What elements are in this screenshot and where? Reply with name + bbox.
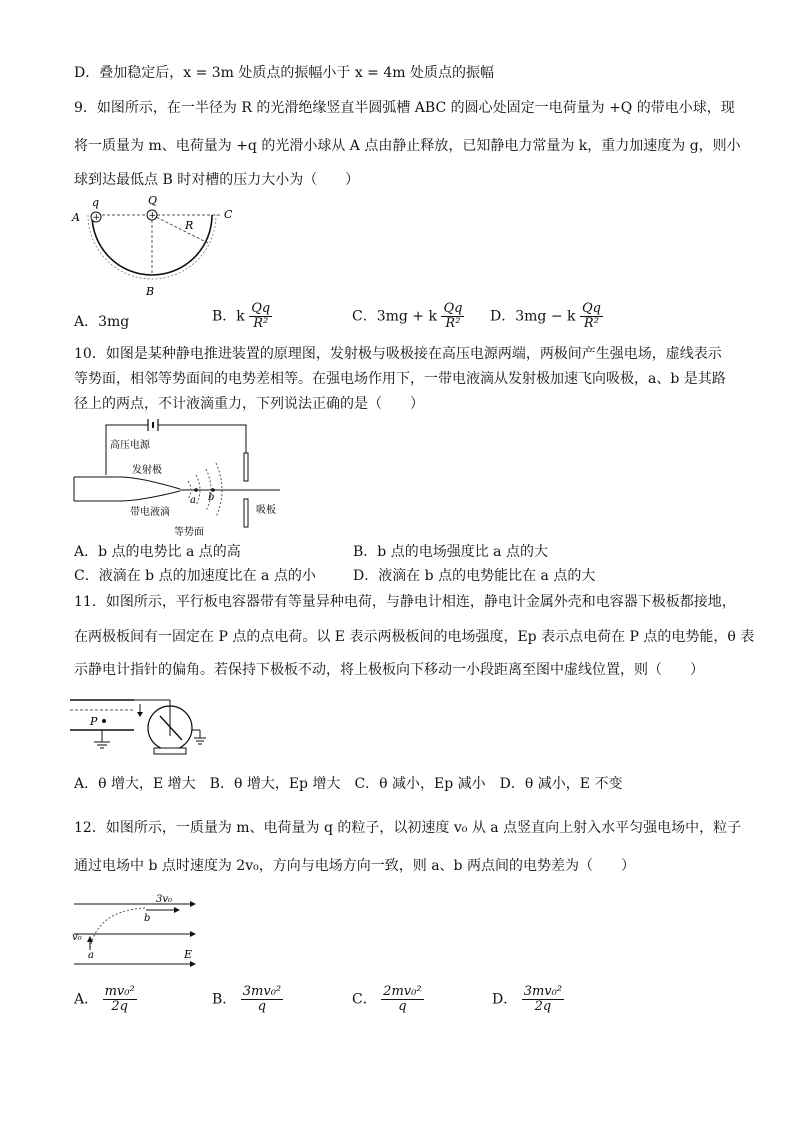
q9-label-c: C [224, 208, 233, 221]
q10-option-c: C．液滴在 b 点的加速度比在 a 点的小 [74, 568, 316, 584]
q12-option-b-prefix: B． [212, 991, 237, 1008]
q10-emitter-label: 发射极 [132, 465, 162, 476]
q9-stem-line1: 9．如图所示，在一半径为 R 的光滑绝缘竖直半圆弧槽 ABC 的圆心处固定一电荷量为 +Q 的带电小球，现 [74, 100, 735, 116]
q10-stem-line3: 径上的两点，不计液滴重力，下列说法正确的是（ ） [74, 396, 424, 412]
q12-option-d-prefix: D． [492, 991, 518, 1008]
q10-option-a: A．b 点的电势比 a 点的高 [74, 544, 241, 560]
q9-option-b-fraction: $\frac{Qq}{\text{R²}}$ [251, 301, 271, 331]
q12-option-b-fraction: $\frac{\text{3mv₀²}}{q}$ [242, 984, 282, 1014]
q12-stem-line1: 12．如图所示，一质量为 m、电荷量为 q 的粒子，以初速度 v₀ 从 a 点竖直向上射入水平匀强电场中，粒子 [74, 820, 742, 836]
q9-option-c-prefix: C．3mg + k [352, 308, 437, 325]
q11-options: A．θ 增大，E 增大 B．θ 增大，Ep 增大 C．θ 减小，Ep 减小 D．θ 减小，E 不变 [74, 776, 623, 792]
q10-thruster-figure [70, 415, 310, 540]
svg-text:+: + [92, 213, 101, 223]
q10-label-a: a [190, 495, 196, 506]
q12-option-d-fraction: $\frac{\text{3mv₀²}}{2q}$ [523, 984, 563, 1014]
q10-droplet-label: 带电液滴 [130, 507, 170, 518]
q9-option-b-prefix: B．k [212, 308, 245, 325]
q10-option-d: D．液滴在 b 点的电势能比在 a 点的大 [353, 568, 596, 584]
q10-stem-line1: 10．如图是某种静电推进装置的原理图，发射极与吸极接在高压电源两端，两极间产生强电场，虚线表示 [74, 346, 722, 362]
q10-equipotential-label: 等势面 [174, 527, 204, 538]
q9-option-a: A．3mg [74, 314, 130, 330]
q12-label-a: a [88, 950, 94, 961]
q12-option-a-fraction: $\frac{\text{mv₀²}}{2q}$ [104, 984, 135, 1014]
q9-option-d-prefix: D．3mg − k [490, 308, 576, 325]
q12-label-3v0: 3v₀ [156, 894, 173, 905]
q12-field-figure [70, 888, 210, 970]
q12-option-c [352, 985, 424, 1014]
q12-stem-line2: 通过电场中 b 点时速度为 2v₀，方向与电场方向一致，则 a、b 两点间的电势差为（ ） [74, 858, 635, 874]
q9-stem-line3: 球到达最低点 B 时对槽的压力大小为（ ） [74, 172, 360, 188]
q10-option-b: B．b 点的电场强度比 a 点的大 [353, 544, 548, 560]
q9-label-b: B [146, 285, 155, 298]
q9-option-d-fraction: $\frac{Qq}{\text{R²}}$ [581, 301, 601, 331]
q12-option-c-prefix: C． [352, 991, 377, 1008]
q9-label-a: A [72, 211, 80, 224]
q11-stem-line1: 11．如图所示，平行板电容器带有等量异种电荷，与静电计相连，静电计金属外壳和电容器下极板都接地， [74, 594, 736, 610]
q12-option-a [74, 985, 137, 1014]
q10-power-label: 高压电源 [110, 440, 150, 451]
q12-option-c-fraction: $\frac{\text{2mv₀²}}{q}$ [383, 984, 422, 1014]
q11-capacitor-figure [70, 686, 220, 768]
q9-option-c [352, 302, 464, 331]
q12-label-b: b [144, 913, 151, 924]
q12-option-d [492, 985, 564, 1014]
q10-absorber-label: 吸板 [256, 505, 276, 516]
q12-label-e: E [184, 948, 193, 961]
q9-label-q: q [92, 196, 100, 209]
q9-option-c-fraction: $\frac{Qq}{\text{R²}}$ [443, 301, 463, 331]
q12-label-v0: v₀ [72, 932, 82, 943]
q9-option-d [490, 302, 603, 331]
svg-text:+: + [148, 211, 157, 221]
q11-stem-line2: 在两极板间有一固定在 P 点的点电荷。以 E 表示两极板间的电场强度，Ep 表示点电荷在 P 点的电势能，θ 表 [74, 629, 755, 645]
q12-option-b [212, 985, 283, 1014]
q9-stem-line2: 将一质量为 m、电荷量为 +q 的光滑小球从 A 点由静止释放，已知静电力常量为 k，重力加速度为 g，则小 [74, 138, 741, 154]
q9-label-bigq: Q [148, 195, 158, 207]
q11-label-p: P [90, 715, 98, 728]
q9-semicircle-figure [70, 195, 250, 300]
q12-option-a-prefix: A． [74, 991, 99, 1008]
q10-label-b: b [208, 492, 215, 503]
q11-stem-line3: 示静电计指针的偏角。若保持下极板不动，将上极板向下移动一小段距离至图中虚线位置，则（ ） [74, 662, 704, 678]
q9-option-b [212, 302, 272, 331]
q10-stem-line2: 等势面，相邻等势面间的电势差相等。在强电场作用下，一带电液滴从发射极加速飞向吸极，a、b 是其路 [74, 371, 726, 387]
q9-label-r: R [185, 219, 194, 232]
q8-option-d: D．叠加稳定后，x = 3m 处质点的振幅小于 x = 4m 处质点的振幅 [74, 65, 494, 81]
